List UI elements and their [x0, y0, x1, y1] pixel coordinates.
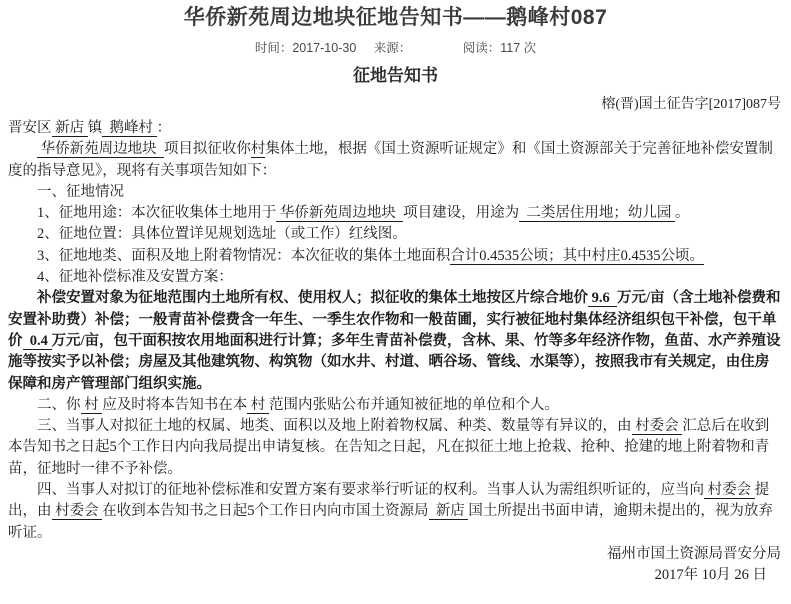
- text-run: 镇: [87, 120, 103, 136]
- filled-blank: 村: [250, 141, 266, 158]
- doc-title: 征地告知书: [353, 66, 438, 85]
- filled-blank: 村: [247, 396, 269, 413]
- text-run: 一、征地情况: [37, 183, 124, 200]
- text-run: 范围内张贴公布并通知被征地的单位和个人。: [269, 396, 559, 413]
- paragraph: [8, 182, 783, 203]
- paragraph: [8, 203, 783, 224]
- paragraph: [8, 416, 783, 480]
- text-run: ：: [156, 120, 172, 136]
- text-run: 在收到本告知书之日起5个工作日内向市国土资源局: [102, 503, 429, 520]
- meta-time: [255, 38, 356, 56]
- meta-views-value: 117 次: [500, 41, 537, 55]
- filled-blank: 村委会: [704, 482, 755, 499]
- article-meta: [8, 38, 783, 56]
- paragraph: [8, 246, 783, 267]
- text-run: 项目拟征收你: [163, 141, 251, 158]
- text-run: 3、征地地类、面积及地上附着物情况：本次征收的集体土地面积: [37, 247, 451, 264]
- meta-source-label: 来源：: [373, 41, 412, 55]
- text-run: 补偿安置对象为征地范围内土地所有权、使用权人；拟征收的集体土地按区片综合地价: [37, 290, 588, 307]
- paragraph: [8, 224, 783, 245]
- text-run: 万元/亩，包干面积按农用地面积进行计算；多年生青苗补偿费，含林、果、竹等多年经济作物，鱼苗、水产养殖设施等按实予以补偿；房屋及其他建筑物、构筑物（如水井、村道、晒谷场、管线、水渠等），按照我市有关规定，由住房保障和房产管理部门组织实施。: [8, 332, 781, 392]
- paragraph: [8, 480, 783, 544]
- text-run: 应及时将本告知书在本: [102, 396, 248, 413]
- text-run: 万元/亩（含土地补偿费和安置补助费）补偿；一般青苗补偿费含一年生、一季生农作物和一般苗圃，实行被征地村集体经济组织包干补偿，包干单价: [8, 290, 781, 349]
- filled-blank: 村委会: [631, 418, 683, 435]
- filled-blank: 二类居住用地；幼儿园: [519, 205, 675, 222]
- filled-blank: 0.4: [22, 332, 52, 349]
- filled-blank: 村: [80, 396, 103, 413]
- meta-views: [463, 38, 536, 56]
- meta-views-label: 阅读：: [462, 41, 501, 55]
- filled-blank: 新店: [51, 120, 88, 136]
- doc-number: 榕(晋)国土征告字[2017]087号: [601, 97, 781, 112]
- meta-source: [374, 38, 412, 56]
- filled-blank: 华侨新苑周边地块: [276, 205, 404, 222]
- meta-time-value: 2017-10-30: [292, 41, 357, 55]
- article-title: 华侨新苑周边地块征地告知书——鹅峰村087: [183, 6, 608, 29]
- paragraph: [8, 118, 783, 139]
- signature-block: [8, 544, 783, 587]
- text-run: 晋安区: [8, 120, 52, 136]
- text-run: 2、征地位置：具体位置详见规划选址（或工作）红线图。: [37, 226, 407, 243]
- signature-org: 福州市国土资源局晋安分局: [607, 545, 781, 562]
- filled-blank: 华侨新苑周边地块: [37, 141, 164, 158]
- meta-time-label: 时间：: [254, 41, 293, 55]
- paragraph: [8, 288, 783, 394]
- text-run: 汇总后在收到本告知书之日起5个工作日内向我局提出申请复核。在告知之日起，凡在拟征土地上抢栽、抢种、抢建的地上附着物和青苗，征地时一律不予补偿。: [8, 418, 770, 477]
- filled-blank: 合计0.4535公顷；其中村庄0.4535公顷。: [450, 247, 704, 264]
- doc-body: [8, 118, 783, 544]
- text-run: 四、当事人对拟订的征地补偿标准和安置方案有要求举行听证的权利。当事人认为需组织听证的，应当向: [37, 482, 704, 499]
- text-run: 。: [675, 205, 690, 222]
- filled-blank: 9.6: [588, 290, 617, 307]
- text-run: 二、你: [37, 396, 81, 413]
- paragraph: [8, 139, 783, 182]
- text-run: 项目建设，用途为: [403, 205, 520, 222]
- text-run: 4、征地补偿标准及安置方案：: [37, 269, 233, 286]
- filled-blank: 鹅峰村: [102, 120, 157, 136]
- text-run: 集体土地，根据《国土资源听证规定》和《国土资源部关于完善征地补偿安置制度的指导意见》，现将有关事项告知如下：: [8, 141, 773, 179]
- paragraph: [8, 267, 783, 288]
- text-run: 三、当事人对拟征土地的权属、地类、面积以及地上附着物权属、种类、数量等有异议的，由: [37, 418, 632, 435]
- paragraph: [8, 395, 783, 416]
- filled-blank: 新店: [428, 503, 469, 520]
- text-run: 国土所提出书面申请，逾期未提出的，视为放弃听证。: [8, 503, 773, 541]
- signature-date: 2017年 10月 26 日: [654, 567, 767, 584]
- text-run: 1、征地用途：本次征收集体土地用于: [37, 205, 277, 222]
- text-run: 提出，由: [8, 482, 770, 520]
- filled-blank: 村委会: [51, 503, 103, 520]
